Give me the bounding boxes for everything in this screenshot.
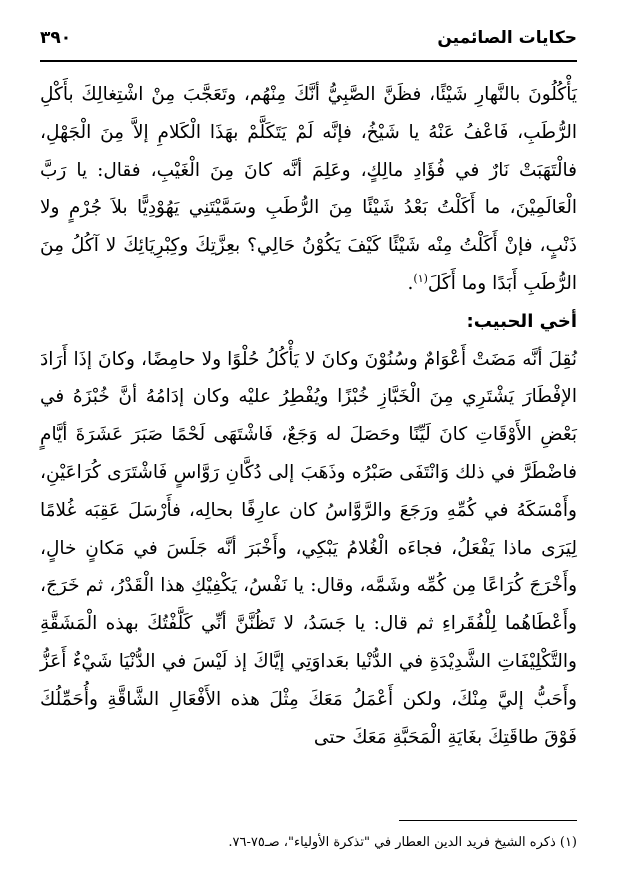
book-title: حكايات الصائمين [437, 28, 577, 48]
main-text [40, 76, 577, 756]
footnote-reference[interactable]: (١) [413, 271, 428, 285]
footnote: (١) ذكره الشيخ فريد الدين العطار في "تذكرة الأولياء"، صـ٧٥-٧٦. [228, 835, 577, 850]
running-header [40, 26, 577, 56]
footnote-rule [399, 820, 577, 821]
paragraph [40, 76, 577, 303]
paragraph-end: . [407, 272, 414, 294]
header-rule [40, 60, 577, 62]
paragraph [40, 341, 577, 757]
page-number: ٣٩٠ [40, 28, 72, 48]
paragraph-text: يَأْكُلُونَ بالنَّهارِ شَيْئًا، فظَنَّ الصَّبِيُّ أنَّكَ مِنْهُم، وتَعَجَّبَ مِنْ اشْتِغالِكَ بأَكْلِ الرُّطَبِ، فَاعْفُ عَنْهُ يا شَيْخُ، فإنَّه لَمْ يَتَكَلَّمْ بهَذَا الْكَلامِ إلاَّ مِنَ الْجَهْلِ، فالْتَهَبَتْ نَارٌ في فُؤَادِ مالِكٍ، وعَلِمَ أنَّه كانَ مِنَ الْغَيْبِ، فقال: يا رَبَّ الْعَالَمِيْنَ، ما أَكَلْتُ بَعْدُ شَيْئًا مِنَ الرُّطَبِ وسَمَّيْتَنِي يَهُوْدِيًّا بلاَ جُرْمٍ ولا ذَنْبٍ، فإنْ أَكَلْتُ مِنْه شَيْئًا كَيْفَ يَكُوْنُ حَالِي؟ بعِزَّتِكَ وكِبْرِيَائِكَ لا آكُلُ مِنَ الرُّطَبِ أَبَدًا وما أَكَلَ [40, 84, 577, 294]
section-heading: أخي الحبيب: [466, 310, 577, 332]
paragraph-text: نُقِلَ أنَّه مَضَتْ أَعْوَامٌ وسُنُوْنَ وكانَ لا يَأْكُلُ حُلْوًا ولا حامِضًا، وكانَ إذَا أَرَادَ الإفْطَارَ يَشْتَرِي مِنَ الْخَبَّازِ خُبْزًا ويُفْطِرُ عليْه وكان إدَامُهُ أنَّ خُبْزَهُ في بَعْضِ الأَوْقَاتِ كانَ لَيِّنًا وحَصَلَ له وَجَعٌ، فَاشْتَهَى لَحْمًا صَبَرَ عَشَرَةَ أيَّامٍ فاضْطَرَّ في ذلك وَانْتَفَى صَبْرُه وذَهَبَ إلى دُكَّانِ رَوَّاسٍ فَاشْتَرَى كُرَاعَيْنِ، وأَمْسَكَهُ في كُمِّهِ ورَجَعَ والرَّوَّاسُ كان عارِفًا بحالِه، فأَرْسَلَ عَقِبَه غُلامًا لِيَرَى ماذا يَفْعَلُ، فجاءَه الْغُلامُ يَبْكِي، وأَخْبَرَ أنَّه جَلَسَ في مَكانٍ خالٍ، وأَخْرَجَ كُرَاعًا مِن كُمِّه وشَمَّه، وقال: يا نَفْسُ، يَكْفِيْكِ هذا الْقَدْرُ، ثم خَرَجَ، وأَعْطَاهُما لِلْفُقَراءِ ثم قال: يا جَسَدُ، لا تَظُنَّنَّ أنِّي كَلَّفْتُكَ بهذه الْمَشَقَّةِ والتَّكْلِيْفَاتِ الشَّدِيْدَةِ في الدُّنْيا بعَداوَتِي إيَّاكَ إذ لَيْسَ في الدُّنْيَا شَيْءٌ أَعَزُّ وأَحَبُّ إليَّ مِنْكَ، ولكن أَعْمَلُ مَعَكَ مِثْلَ هذه الأَفْعَالِ الشَّاقَّةِ وأُحَمِّلُكَ فَوْقَ طاقَتِكَ بغَايَةِ الْمَحَبَّةِ مَعَكَ حتى [40, 348, 577, 748]
